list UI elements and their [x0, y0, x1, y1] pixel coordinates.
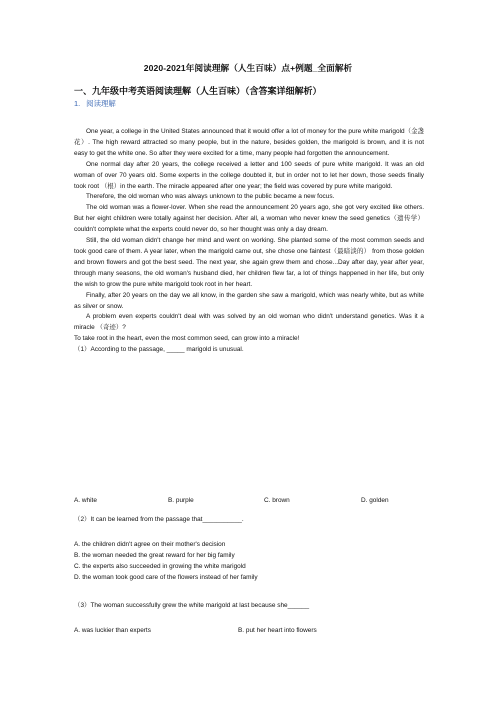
option-d: D. the woman took good care of the flowers instead of her family [74, 573, 258, 581]
passage-paragraph: Finally, after 20 years on the day we all know, in the garden she saw a marigold, which was nearly white, but as white as silver or snow. [74, 291, 424, 310]
question-number: 1. [74, 99, 81, 108]
question-1-options [74, 497, 424, 507]
question-2-options [74, 540, 258, 584]
option-b: B. put her heart into flowers [238, 627, 317, 634]
option-b: B. purple [168, 497, 194, 504]
passage-paragraph: The old woman was a flower-lover. When she read the announcement 20 years ago, she got very excited like others. But her eight children were totally against her decision. After all, a woman who never knew the seed genetics（遗传学） couldn't complete what the experts could never do, so her thought was only a day dream. [74, 204, 424, 234]
document-title: 2020-2021年阅读理解（人生百味）点+例题_全面解析 [143, 63, 353, 73]
question-3-options [74, 627, 424, 637]
passage-paragraph: A problem even experts couldn't deal with was solved by an old woman who didn't understand genetics. Was it a miracle （奇迹）? [74, 313, 424, 332]
question-2-stem: （2）It can be learned from the passage that___________. [74, 516, 244, 523]
passage-paragraph: Therefore, the old woman who was always unknown to the public became a new focus. [86, 193, 335, 201]
closing-line: To take root in the heart, even the most common seed, can grow into a miracle! [74, 335, 300, 343]
question-type: 阅读理解 [86, 99, 116, 108]
passage-paragraph: One year, a college in the United States announced that it would offer a lot of money for the pure white marigold（金盏花）. The high reward attracted so many people, but in the nature, besides golden, the marigold is brown, and it is not easy to get the white one. So after they were excited for a time, many people had forgotten the announcement. [74, 128, 424, 157]
option-b: B. the woman needed the great reward for her big family [74, 551, 235, 559]
passage-paragraph: One normal day after 20 years, the college received a letter and 100 seeds of pure white marigold. It was an old woman of over 70 years old. Some experts in the college doubted it, but in order not to let her down, those seeds finally took root （根）in the earth. The miracle appeared after one year; the field was covered by pure white marigold. [74, 160, 424, 190]
option-a: A. was luckier than experts [74, 627, 151, 634]
question-1-stem: （1）According to the passage, _____ marigold is unusual. [74, 346, 244, 354]
reading-passage [74, 127, 424, 356]
section-heading: 一、九年级中考英语阅读理解（人生百味）（含答案详细解析） [74, 86, 322, 96]
question-label [74, 98, 116, 109]
option-a: A. white [74, 497, 97, 504]
question-3-stem: （3）The woman successfully grew the white marigold at last because she______ [74, 602, 310, 609]
option-c: C. brown [264, 497, 290, 504]
passage-paragraph: Still, the old woman didn't change her mind and went on working. She planted some of the most common seeds and took good care of them. A year later, when the marigold came out, she chose one faintest（最暗淡的） from those golden and brown flowers and got the best seed. The next year, she again grew them and chose...Day after day, year after year, through many seasons, the old woman's husband died, her children flew far, a lot of things happened in her life, but only the wish to grow the pure white marigold took root in her heart. [74, 237, 424, 288]
option-a: A. the children didn't agree on their mother's decision [74, 541, 226, 548]
option-d: D. golden [361, 497, 389, 504]
option-c: C. the experts also succeeded in growing the white marigold [74, 562, 246, 570]
